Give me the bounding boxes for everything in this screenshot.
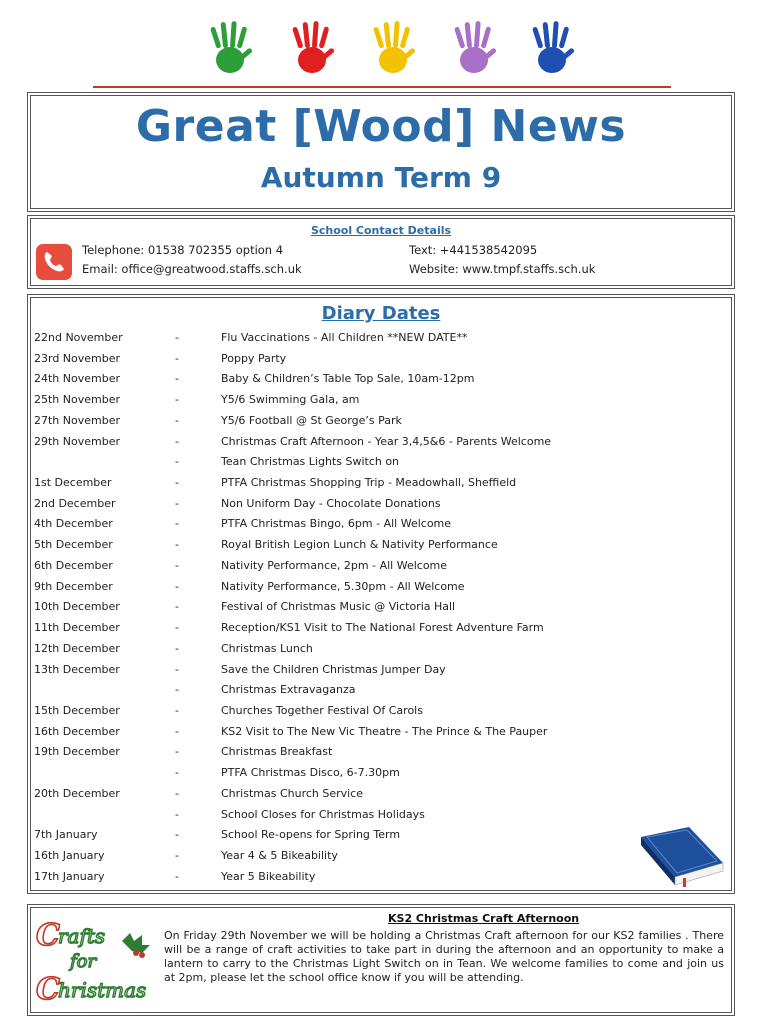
diary-date: 27th November bbox=[34, 413, 121, 427]
diary-row bbox=[34, 618, 724, 639]
diary-event: School Re-opens for Spring Term bbox=[221, 828, 401, 842]
diary-date: 13th December bbox=[34, 662, 120, 676]
diary-event: PTFA Christmas Shopping Trip - Meadowhall, Sheffield bbox=[221, 476, 517, 490]
header-divider bbox=[93, 86, 671, 88]
craft-afternoon-section bbox=[27, 904, 735, 1016]
diary-event: Christmas Church Service bbox=[221, 786, 364, 800]
diary-separator: - bbox=[175, 662, 179, 676]
diary-date: 25th November bbox=[34, 393, 121, 407]
diary-separator: - bbox=[175, 786, 179, 800]
diary-date: 20th December bbox=[34, 786, 120, 800]
diary-row bbox=[34, 556, 724, 577]
diary-event: PTFA Christmas Disco, 6-7.30pm bbox=[221, 766, 400, 780]
diary-separator: - bbox=[175, 331, 179, 344]
diary-row bbox=[34, 411, 724, 432]
diary-event: Y5/6 Football @ St George’s Park bbox=[221, 413, 402, 427]
diary-row bbox=[34, 473, 724, 494]
diary-date: 1st December bbox=[34, 476, 112, 490]
diary-row bbox=[34, 432, 724, 453]
diary-separator: - bbox=[175, 372, 179, 386]
diary-separator: - bbox=[175, 351, 179, 365]
crafts-for-christmas-logo bbox=[34, 911, 164, 1007]
craft-body-text: On Friday 29th November we will be holding a Christmas Craft afternoon for our KS2 families . There will be a range of craft activities to take part in during the afternoon and an opportunity to make a lantern to carry to the Christmas Light Switch on in Tean. We welcome families to come and join us at 2pm, please let the school office know if you will be attending. bbox=[164, 929, 724, 984]
diary-separator: - bbox=[175, 724, 179, 738]
hand-print-icon bbox=[454, 21, 497, 73]
diary-dates-section bbox=[27, 294, 735, 894]
diary-row bbox=[34, 784, 724, 805]
diary-event: Reception/KS1 Visit to The National Forest Adventure Farm bbox=[221, 621, 544, 635]
diary-event: Christmas Craft Afternoon - Year 3,4,5&6 - Parents Welcome bbox=[221, 434, 552, 448]
diary-date: 15th December bbox=[34, 703, 120, 717]
diary-row bbox=[34, 660, 724, 681]
hand-print-icon bbox=[210, 21, 253, 73]
diary-event: Year 5 Bikeability bbox=[221, 869, 316, 883]
diary-row bbox=[34, 701, 724, 722]
diary-separator: - bbox=[175, 434, 179, 448]
diary-separator: - bbox=[175, 538, 179, 552]
diary-separator: - bbox=[175, 621, 179, 635]
diary-separator: - bbox=[175, 476, 179, 490]
holly-icon bbox=[122, 933, 150, 958]
term-subtitle: Autumn Term 9 bbox=[260, 161, 502, 194]
diary-row bbox=[34, 825, 724, 846]
craft-title: KS2 Christmas Craft Afternoon bbox=[388, 912, 580, 925]
diary-separator: - bbox=[175, 869, 179, 883]
diary-row bbox=[34, 494, 724, 515]
diary-event: Flu Vaccinations - All Children **NEW DATE** bbox=[221, 331, 468, 344]
diary-separator: - bbox=[175, 641, 179, 655]
diary-date: 10th December bbox=[34, 600, 120, 614]
diary-event: PTFA Christmas Bingo, 6pm - All Welcome bbox=[221, 517, 452, 531]
diary-event: Poppy Party bbox=[221, 351, 287, 365]
diary-separator: - bbox=[175, 413, 179, 427]
diary-date: 29th November bbox=[34, 434, 121, 448]
diary-event: Christmas Breakfast bbox=[221, 745, 333, 759]
website-address: Website: www.tmpf.staffs.sch.uk bbox=[409, 262, 596, 276]
diary-row bbox=[34, 680, 724, 701]
diary-row bbox=[34, 349, 724, 370]
svg-text:hristmas: hristmas bbox=[58, 978, 147, 1002]
diary-row bbox=[34, 328, 724, 349]
diary-event: Year 4 & 5 Bikeability bbox=[221, 848, 338, 862]
diary-separator: - bbox=[175, 848, 179, 862]
diary-separator: - bbox=[175, 683, 179, 697]
diary-date: 5th December bbox=[34, 538, 113, 552]
diary-row bbox=[34, 390, 724, 411]
diary-date: 22nd November bbox=[34, 331, 123, 344]
svg-text:C: C bbox=[36, 972, 60, 1007]
contact-heading: School Contact Details bbox=[310, 224, 452, 237]
diary-event: Baby & Children’s Table Top Sale, 10am-12pm bbox=[221, 372, 475, 386]
diary-row bbox=[34, 452, 724, 473]
diary-event: Churches Together Festival Of Carols bbox=[221, 703, 423, 717]
diary-row bbox=[34, 742, 724, 763]
diary-date: 2nd December bbox=[34, 496, 116, 510]
diary-event: KS2 Visit to The New Vic Theatre - The Prince & The Pauper bbox=[221, 724, 548, 738]
diary-event: Save the Children Christmas Jumper Day bbox=[221, 662, 446, 676]
diary-separator: - bbox=[175, 558, 179, 572]
diary-separator: - bbox=[175, 455, 179, 469]
diary-date: 12th December bbox=[34, 641, 120, 655]
diary-event: Festival of Christmas Music @ Victoria Hall bbox=[221, 600, 456, 614]
diary-date: 17th January bbox=[34, 869, 105, 883]
diary-date: 11th December bbox=[34, 621, 120, 635]
diary-separator: - bbox=[175, 579, 179, 593]
hand-print-icon bbox=[292, 21, 335, 73]
diary-separator: - bbox=[175, 745, 179, 759]
diary-event: Tean Christmas Lights Switch on bbox=[221, 455, 400, 469]
diary-date: 16th January bbox=[34, 848, 105, 862]
hand-prints-banner bbox=[190, 14, 590, 84]
diary-date: 23rd November bbox=[34, 351, 121, 365]
diary-separator: - bbox=[175, 496, 179, 510]
diary-list bbox=[34, 328, 724, 887]
diary-date: 24th November bbox=[34, 372, 121, 386]
diary-row bbox=[34, 722, 724, 743]
diary-event: Y5/6 Swimming Gala, am bbox=[221, 393, 360, 407]
diary-event: Nativity Performance, 2pm - All Welcome bbox=[221, 558, 448, 572]
diary-date: 6th December bbox=[34, 558, 113, 572]
diary-event: School Closes for Christmas Holidays bbox=[221, 807, 425, 821]
diary-separator: - bbox=[175, 703, 179, 717]
diary-date: 9th December bbox=[34, 579, 113, 593]
diary-separator: - bbox=[175, 766, 179, 780]
diary-event: Christmas Extravaganza bbox=[221, 683, 356, 697]
diary-row bbox=[34, 597, 724, 618]
diary-row bbox=[34, 639, 724, 660]
diary-event: Christmas Lunch bbox=[221, 641, 313, 655]
diary-event: Nativity Performance, 5.30pm - All Welcome bbox=[221, 579, 465, 593]
diary-separator: - bbox=[175, 807, 179, 821]
contact-details bbox=[27, 215, 735, 289]
diary-heading: Diary Dates bbox=[321, 303, 441, 324]
text-number: Text: +441538542095 bbox=[409, 243, 538, 257]
svg-text:rafts: rafts bbox=[58, 924, 106, 948]
phone-icon bbox=[36, 244, 72, 280]
svg-text:C: C bbox=[36, 918, 60, 953]
hand-print-icon bbox=[532, 21, 575, 73]
diary-row bbox=[34, 846, 724, 867]
diary-separator: - bbox=[175, 600, 179, 614]
newsletter-header bbox=[27, 92, 735, 212]
telephone-number: Telephone: 01538 702355 option 4 bbox=[82, 243, 284, 257]
diary-date: 19th December bbox=[34, 745, 120, 759]
svg-text:for: for bbox=[70, 951, 97, 972]
diary-row bbox=[34, 369, 724, 390]
diary-date: 4th December bbox=[34, 517, 113, 531]
diary-date: 16th December bbox=[34, 724, 120, 738]
page-title: Great [Wood] News bbox=[135, 101, 627, 152]
diary-row bbox=[34, 763, 724, 784]
diary-row bbox=[34, 514, 724, 535]
hand-print-icon bbox=[373, 21, 416, 73]
diary-row bbox=[34, 805, 724, 826]
book-icon bbox=[635, 823, 727, 887]
diary-event: Non Uniform Day - Chocolate Donations bbox=[221, 496, 441, 510]
diary-row bbox=[34, 577, 724, 598]
diary-row bbox=[34, 535, 724, 556]
diary-separator: - bbox=[175, 828, 179, 842]
diary-separator: - bbox=[175, 393, 179, 407]
diary-event: Royal British Legion Lunch & Nativity Performance bbox=[221, 538, 498, 552]
email-address: Email: office@greatwood.staffs.sch.uk bbox=[82, 262, 302, 276]
diary-separator: - bbox=[175, 517, 179, 531]
diary-date: 7th January bbox=[34, 828, 98, 842]
diary-row bbox=[34, 867, 724, 888]
